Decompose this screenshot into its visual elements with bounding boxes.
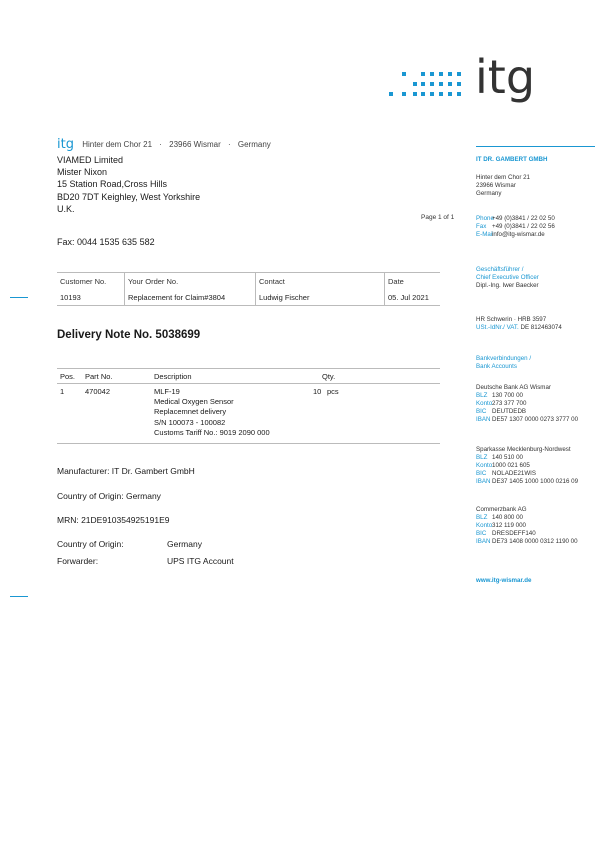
blz-label: BLZ	[476, 454, 488, 461]
company-logo	[389, 50, 536, 112]
bank-title: Bankverbindungen /	[476, 355, 532, 362]
email-value[interactable]: info@itg-wismar.de	[492, 231, 545, 238]
blz-label: BLZ	[476, 392, 488, 399]
fax-label: Fax	[476, 223, 487, 230]
iban-label: IBAN	[476, 538, 491, 545]
blz-label: BLZ	[476, 514, 488, 521]
recipient-line: U.K.	[57, 203, 75, 214]
email-label: E-Mail	[476, 231, 494, 238]
bic-label: BIC	[476, 408, 487, 415]
item-description	[154, 387, 270, 438]
order-header: Contact	[259, 277, 285, 286]
iban-label: IBAN	[476, 416, 491, 423]
mrn: MRN: 21DE910354925191E9	[57, 515, 170, 525]
items-header: Description	[154, 372, 192, 381]
sender-country: Germany	[237, 140, 271, 149]
vat-label: USt.-IdNr./ VAT.	[476, 324, 519, 331]
bank-blz: 130 700 00	[492, 392, 523, 399]
bank-iban: DE37 1405 1000 1000 0216 09	[492, 478, 579, 485]
company-address-line: Germany	[476, 190, 502, 197]
md-title: Chief Executive Officer	[476, 274, 539, 281]
sender-sep: ·	[227, 140, 231, 149]
bank-blz: 140 510 00	[492, 454, 523, 461]
bank-iban: DE57 1307 0000 0273 3777 00	[492, 416, 579, 423]
md-title: Geschäftsführer /	[476, 266, 524, 273]
fax-value: +49 (0)3841 / 22 02 56	[492, 223, 555, 230]
order-value: Ludwig Fischer	[259, 293, 310, 302]
order-value: Replacement for Claim#3804	[128, 293, 226, 302]
bic-label: BIC	[476, 470, 487, 477]
country-origin: Country of Origin: Germany	[57, 491, 161, 501]
forwarder-label: Forwarder:	[57, 556, 99, 566]
document-title: Delivery Note No. 5038699	[57, 329, 201, 341]
logo-mini: itg	[57, 137, 74, 152]
sender-line	[57, 137, 271, 152]
order-header: Customer No.	[60, 277, 107, 286]
item-desc-line: Medical Oxygen Sensor	[154, 397, 234, 407]
company-name: IT DR. GAMBERT GMBH	[476, 156, 548, 163]
item-desc-line: Replacemnet delivery	[154, 407, 227, 417]
company-block	[476, 156, 548, 164]
bank-bic: DEUTDEDB	[492, 408, 527, 415]
recipient-line: Mister Nixon	[57, 167, 108, 178]
sender-street: Hinter dem Chor 21	[82, 140, 153, 149]
hr-number: HR Schwerin · HRB 3597	[476, 316, 547, 323]
order-info-table	[57, 272, 440, 306]
forwarder-value: UPS ITG Account	[167, 556, 234, 566]
registration	[476, 316, 562, 332]
company-contact	[476, 215, 555, 239]
company-address-line: Hinter dem Chor 21	[476, 174, 530, 181]
item-unit: pcs	[327, 387, 339, 396]
country-value: Germany	[167, 539, 202, 549]
recipient-line: BD20 7DT Keighley, West Yorkshire	[57, 191, 201, 202]
sender-city: 23966 Wismar	[169, 140, 221, 149]
item-qty: 10	[313, 387, 322, 396]
manufacturer: Manufacturer: IT Dr. Gambert GmbH	[57, 466, 195, 476]
phone-label: Phone	[476, 215, 494, 222]
country-label: Country of Origin:	[57, 539, 124, 549]
recipient-line: 15 Station Road,Cross Hills	[57, 179, 168, 190]
bank-konto: 273 377 700	[492, 400, 527, 407]
company-address	[476, 174, 530, 198]
bank-heading	[476, 355, 531, 371]
konto-label: Konto	[476, 400, 493, 407]
bank-name: Commerzbank AG	[476, 506, 527, 513]
item-desc-line: S/N 100073 - 100082	[154, 417, 226, 427]
bank-account	[476, 506, 578, 546]
logo-wordmark: itg	[475, 50, 536, 104]
right-column-rule	[476, 146, 595, 147]
bank-account	[476, 384, 578, 424]
items-bottom-rule	[57, 443, 440, 444]
order-value: 05. Jul 2021	[388, 293, 429, 302]
item-part: 470042	[85, 387, 111, 396]
item-desc-line: MLF-19	[154, 387, 180, 396]
konto-label: Konto	[476, 462, 493, 469]
md-name: Dipl.-Ing. Iwer Baecker	[476, 282, 539, 289]
vat-value: DE 812463074	[520, 324, 562, 331]
recipient-fax: Fax: 0044 1535 635 582	[57, 237, 155, 247]
company-address-line: 23966 Wismar	[476, 182, 516, 189]
bank-bic: NOLADE21WIS	[492, 470, 537, 477]
bank-blz: 140 800 00	[492, 514, 523, 521]
phone-value: +49 (0)3841 / 22 02 50	[492, 215, 555, 222]
order-header: Your Order No.	[128, 277, 179, 286]
fold-mark	[10, 596, 28, 597]
website-block	[476, 577, 531, 585]
bic-label: BIC	[476, 530, 487, 537]
company-website[interactable]: www.itg-wismar.de	[476, 577, 532, 584]
bank-konto: 1000 021 605	[492, 462, 530, 469]
item-pos: 1	[60, 387, 65, 396]
order-value: 10193	[60, 293, 81, 302]
recipient-line: VIAMED Limited	[57, 155, 124, 165]
sender-sep: ·	[159, 140, 162, 149]
fold-mark	[10, 297, 28, 298]
items-header: Pos.	[60, 372, 76, 381]
bank-title: Bank Accounts	[476, 363, 517, 370]
page-info: Page 1 of 1	[421, 214, 455, 221]
iban-label: IBAN	[476, 478, 491, 485]
items-header: Qty.	[322, 372, 336, 381]
bank-bic: DRESDEFF140	[492, 530, 536, 537]
bank-name: Deutsche Bank AG Wismar	[476, 384, 551, 391]
managing-director	[476, 266, 539, 290]
item-desc-line: Customs Tariff No.: 9019 2090 000	[154, 427, 270, 437]
bank-iban: DE73 1408 0000 0312 1190 00	[492, 538, 578, 545]
konto-label: Konto	[476, 522, 493, 529]
recipient-address	[57, 154, 200, 215]
order-header: Date	[388, 277, 404, 286]
items-table-header	[57, 368, 440, 384]
bank-konto: 312 119 000	[492, 522, 526, 529]
bank-account	[476, 446, 578, 486]
bank-name: Sparkasse Mecklenburg-Nordwest	[476, 446, 571, 453]
items-header: Part No.	[85, 372, 113, 381]
